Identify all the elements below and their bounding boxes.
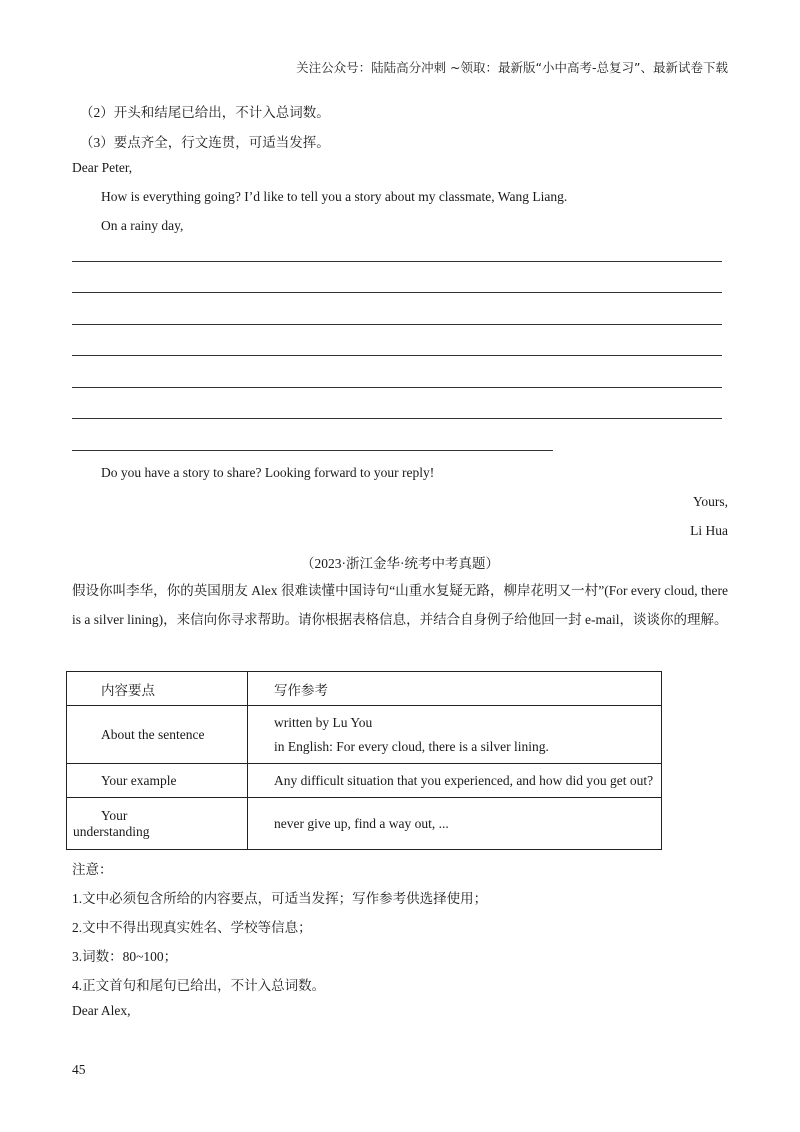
note-item: 4.正文首句和尾句已给出，不计入总词数。 (72, 978, 326, 993)
question-prompt: 假设你叫李华，你的英国朋友 Alex 很难读懂中国诗句“山重水复疑无路，柳岸花明又一村”(For every cloud, there is a silver lining)，来信向你寻求帮助。请你根据表格信息，并结合自身例子给他回一封 e-mail，谈谈你的理解。 (72, 583, 728, 627)
answer-line (72, 292, 722, 293)
letter1-greeting: Dear Peter, (72, 160, 133, 175)
answer-line (72, 450, 553, 451)
table-header-cell: 内容要点 (67, 672, 248, 706)
letter1-start: On a rainy day, (101, 218, 184, 233)
table-cell-point: About the sentence (67, 706, 248, 764)
answer-line (72, 324, 722, 325)
question-source: （2023·浙江金华·统考中考真题） (301, 556, 499, 571)
answer-line (72, 387, 722, 388)
letter1-intro: How is everything going? I’d like to tell you a story about my classmate, Wang Liang. (101, 189, 568, 204)
notes-title: 注意： (72, 862, 113, 877)
letter2-greeting: Dear Alex, (72, 1003, 131, 1018)
table-header-cell: 写作参考 (248, 672, 662, 706)
answer-line (72, 418, 722, 419)
note-item: 3.词数：80~100； (72, 949, 178, 964)
letter1-signature: Li Hua (690, 523, 728, 538)
table-row (67, 764, 662, 798)
table-cell-reference: written by Lu You in English: For every cloud, there is a silver lining. (248, 706, 662, 764)
requirement-3: （3）要点齐全，行文连贯，可适当发挥。 (80, 135, 330, 150)
header-note: 关注公众号：陆陆高分冲刺 ~领取：最新版“小中高考-总复习”、最新试卷下载 (296, 60, 728, 75)
letter1-signoff: Yours, (692, 494, 728, 509)
answer-line (72, 355, 722, 356)
table-cell-point: Your example (67, 764, 248, 798)
table-cell-reference: Any difficult situation that you experienced, and how did you get out? (248, 764, 662, 798)
letter1-closing-line: Do you have a story to share? Looking forward to your reply! (101, 465, 435, 480)
table-cell-point: Your understanding (67, 798, 248, 850)
content-table (66, 671, 662, 850)
table-row (67, 706, 662, 764)
table-header-row (67, 672, 662, 706)
table-cell-reference: never give up, find a way out, ... (248, 798, 662, 850)
page-number: 45 (72, 1062, 86, 1077)
table-row (67, 798, 662, 850)
requirement-2: （2）开头和结尾已给出，不计入总词数。 (80, 105, 330, 120)
note-item: 1.文中必须包含所给的内容要点，可适当发挥；写作参考供选择使用； (72, 891, 488, 906)
answer-line (72, 261, 722, 262)
note-item: 2.文中不得出现真实姓名、学校等信息； (72, 920, 312, 935)
